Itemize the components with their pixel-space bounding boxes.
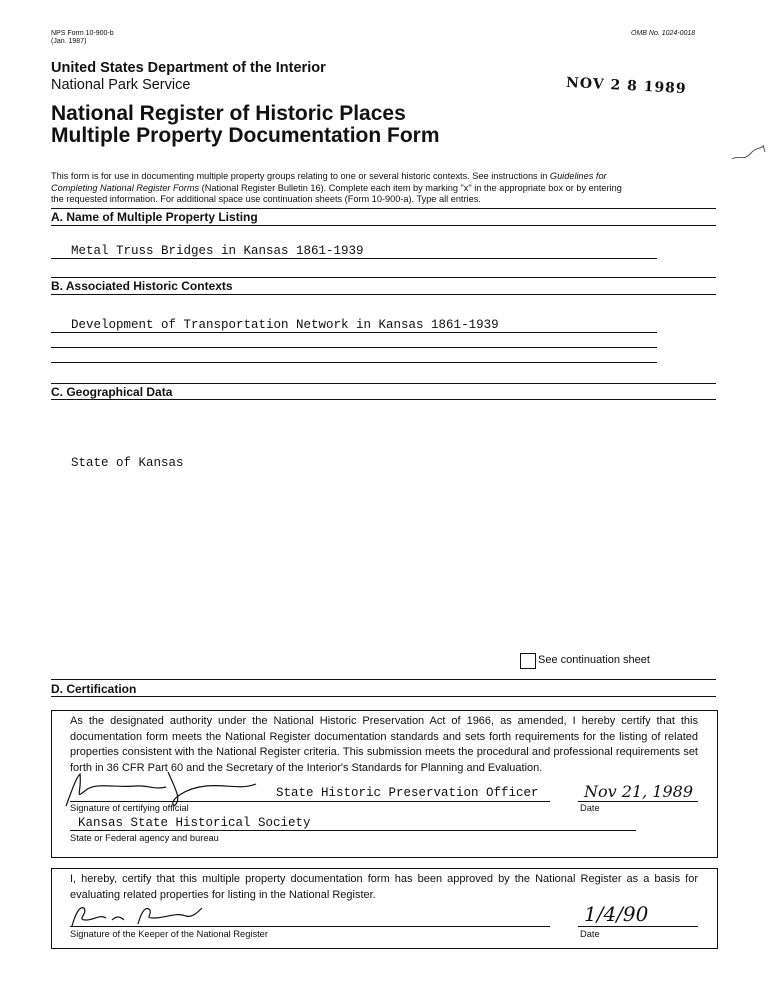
section-b-entry-line-3 bbox=[51, 362, 657, 363]
certification-date-line bbox=[578, 801, 698, 802]
keeper-date-value[interactable]: 1/4/90 bbox=[584, 902, 649, 926]
section-b-entry-line-1 bbox=[51, 332, 657, 333]
section-b-top-rule bbox=[51, 277, 716, 278]
section-b-heading-rule bbox=[51, 294, 716, 295]
section-d-heading: D. Certification bbox=[51, 682, 137, 696]
department-name: United States Department of the Interior bbox=[51, 60, 326, 76]
instructions-line3: the requested information. For additional space use continuation sheets (Form 10-900-a). Type all entries. bbox=[51, 194, 481, 204]
section-a-heading-rule bbox=[51, 225, 716, 226]
continuation-sheet-checkbox[interactable] bbox=[520, 653, 536, 669]
certification-statement: As the designated authority under the National Historic Preservation Act of 1966, as amended, I hereby certify that this documentation form meets the National Register documentation standards and sets forth requirements for the listing of related properties consistent with the National Register criteria. This submission meets the procedural and professional requirements set forth in 36 CFR Part 60 and the Secretary of the Interior's Standards for Planning and Evaluation. bbox=[70, 715, 698, 774]
agency-bureau-line bbox=[70, 830, 636, 831]
historic-context-entry[interactable]: Development of Transportation Network in Kansas 1861-1939 bbox=[71, 318, 499, 332]
agency-name: National Park Service bbox=[51, 77, 191, 93]
keeper-date-line bbox=[578, 926, 698, 927]
instructions-line1: This form is for use in documenting multiple property groups relating to one or several historic contexts. See instructions in bbox=[51, 171, 550, 181]
section-a-heading: A. Name of Multiple Property Listing bbox=[51, 210, 258, 224]
continuation-sheet-label: See continuation sheet bbox=[538, 654, 650, 666]
keeper-date-label: Date bbox=[580, 929, 600, 939]
section-a-top-rule bbox=[51, 208, 716, 209]
geographical-data-entry[interactable]: State of Kansas bbox=[71, 456, 184, 470]
section-c-heading-rule bbox=[51, 399, 716, 400]
omb-number: OMB No. 1024-0018 bbox=[631, 30, 696, 37]
certifying-official-title[interactable]: State Historic Preservation Officer bbox=[276, 786, 539, 800]
form-number: NPS Form 10-900-b bbox=[51, 30, 114, 37]
received-date-stamp: NOV 2 8 1989 bbox=[565, 74, 688, 98]
section-d-top-rule bbox=[51, 679, 716, 680]
keeper-signature-label: Signature of the Keeper of the National Register bbox=[70, 929, 268, 939]
form-instructions bbox=[51, 171, 721, 206]
form-title-line2: Multiple Property Documentation Form bbox=[51, 124, 440, 147]
section-b-entry-line-2 bbox=[51, 347, 657, 348]
instructions-forms-italic: Completing National Register Forms bbox=[51, 182, 200, 193]
multiple-property-name[interactable]: Metal Truss Bridges in Kansas 1861-1939 bbox=[71, 244, 364, 258]
section-b-heading: B. Associated Historic Contexts bbox=[51, 279, 233, 293]
keeper-signature-line bbox=[70, 926, 550, 927]
section-a-entry-line bbox=[51, 258, 657, 259]
signature-label: Signature of certifying official bbox=[70, 803, 189, 813]
margin-scribble-icon bbox=[730, 143, 768, 165]
keeper-signature-icon bbox=[66, 902, 206, 932]
section-d-heading-rule bbox=[51, 696, 716, 697]
section-c-top-rule bbox=[51, 383, 716, 384]
signature-line bbox=[70, 801, 550, 802]
agency-bureau-label: State or Federal agency and bureau bbox=[70, 833, 219, 843]
form-date: (Jan. 1987) bbox=[51, 38, 87, 45]
agency-bureau-value[interactable]: Kansas State Historical Society bbox=[78, 816, 311, 830]
instructions-line2: (National Register Bulletin 16). Complete each item by marking "x" in the appropriate box or by entering bbox=[199, 182, 622, 193]
national-register-statement: I, hereby, certify that this multiple property documentation form has been approved by the National Register as a basis for evaluating related properties for listing in the National Register. bbox=[70, 873, 698, 901]
instructions-guidelines-italic: Guidelines for bbox=[549, 171, 607, 181]
certification-date-value[interactable]: Nov 21, 1989 bbox=[584, 782, 694, 801]
form-title-line1: National Register of Historic Places bbox=[51, 102, 406, 125]
certification-date-label: Date bbox=[580, 803, 600, 813]
section-c-heading: C. Geographical Data bbox=[51, 385, 173, 399]
